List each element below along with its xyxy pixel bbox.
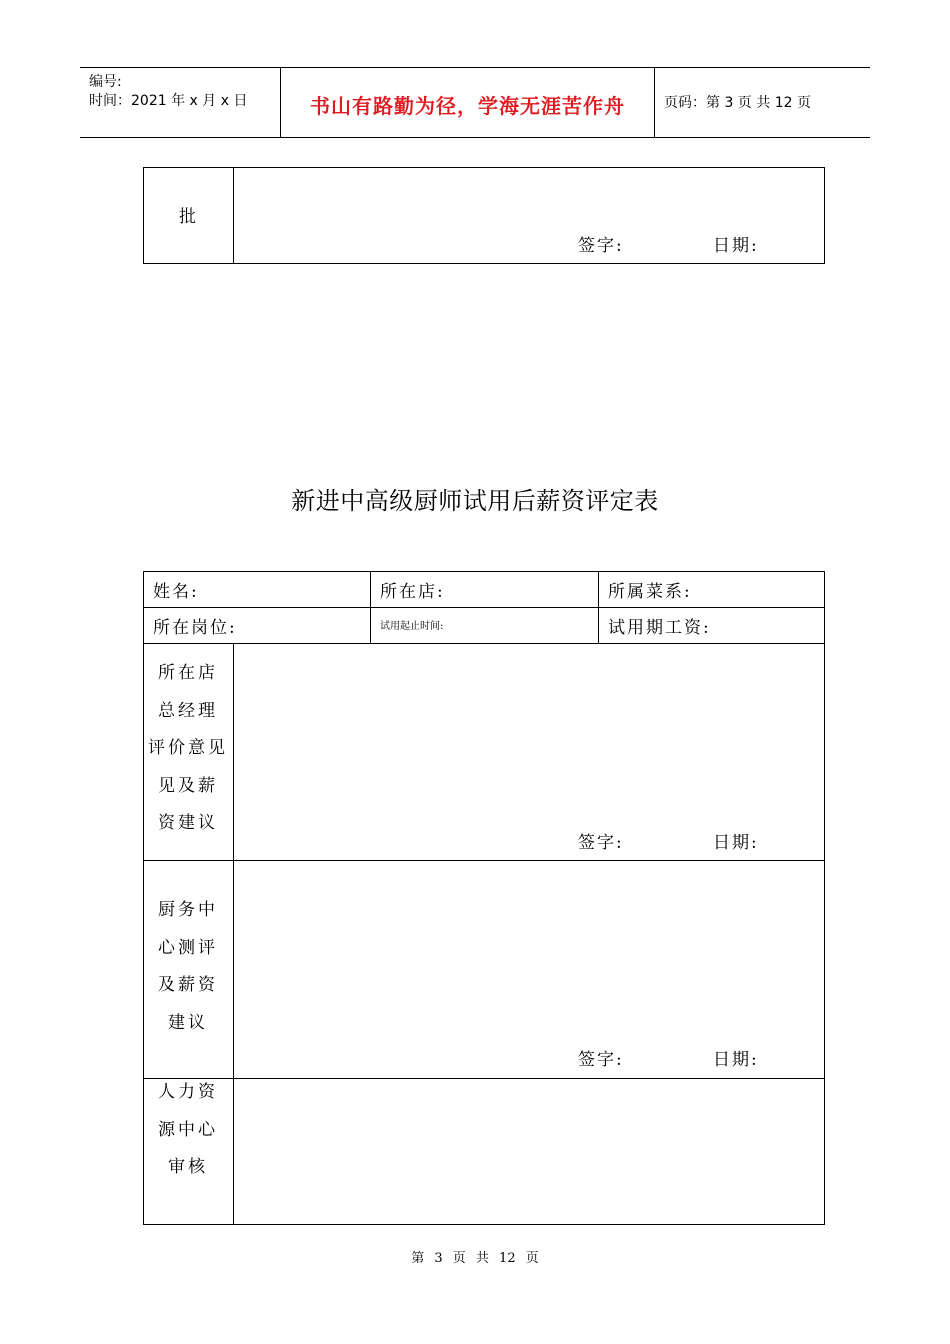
trial-period-label: 试用起止时间: [380, 621, 444, 632]
name-label: 姓名: [153, 582, 199, 602]
header-info-cell [80, 68, 280, 137]
store-label: 所在店: [380, 582, 445, 602]
hr-content-cell [233, 1078, 824, 1224]
manager-label: 所在店 总经理 评价意见 见及薪 资建议 [148, 663, 228, 833]
store-cell [370, 572, 598, 607]
kitchen-date-label: 日期: [713, 1050, 759, 1070]
document-number-label: 编号: [89, 74, 122, 90]
kitchen-content-cell [233, 860, 824, 1078]
cuisine-label: 所属菜系: [608, 582, 692, 602]
approval-label: 批 [179, 207, 198, 227]
trial-salary-cell [598, 607, 824, 643]
motto-text: 书山有路勤为径，学海无涯苦作舟 [310, 94, 625, 118]
page-footer: 第 3 页 共 12 页 [411, 1251, 539, 1266]
sign-label: 签字: [578, 236, 624, 256]
approval-content-cell [233, 168, 824, 263]
approval-table [143, 167, 825, 264]
salary-evaluation-table [143, 571, 825, 1225]
kitchen-label: 厨务中 心测评 及薪资 建议 [158, 900, 218, 1033]
manager-label-cell [144, 643, 233, 860]
page-info: 页码：第 3 页 共 12 页 [664, 95, 811, 111]
date-label: 日期: [713, 236, 759, 256]
position-cell [144, 607, 370, 643]
trial-period-cell [370, 607, 598, 643]
page-header [80, 67, 870, 138]
hr-label: 人力资 源中心 审核 [158, 1082, 218, 1177]
hr-label-cell [144, 1078, 233, 1224]
header-page-cell [655, 68, 870, 137]
manager-sign-label: 签字: [578, 833, 624, 853]
name-cell [144, 572, 370, 607]
manager-content-cell [233, 643, 824, 860]
header-motto-cell [280, 68, 655, 137]
kitchen-sign-label: 签字: [578, 1050, 624, 1070]
manager-date-label: 日期: [713, 833, 759, 853]
document-time-label: 时间：2021 年 x 月 x 日 [89, 93, 248, 109]
approval-label-cell [144, 168, 233, 263]
kitchen-label-cell [144, 860, 233, 1078]
cuisine-cell [598, 572, 824, 607]
form-title: 新进中高级厨师试用后薪资评定表 [291, 487, 659, 515]
trial-salary-label: 试用期工资: [608, 618, 711, 638]
position-label: 所在岗位: [153, 618, 237, 638]
